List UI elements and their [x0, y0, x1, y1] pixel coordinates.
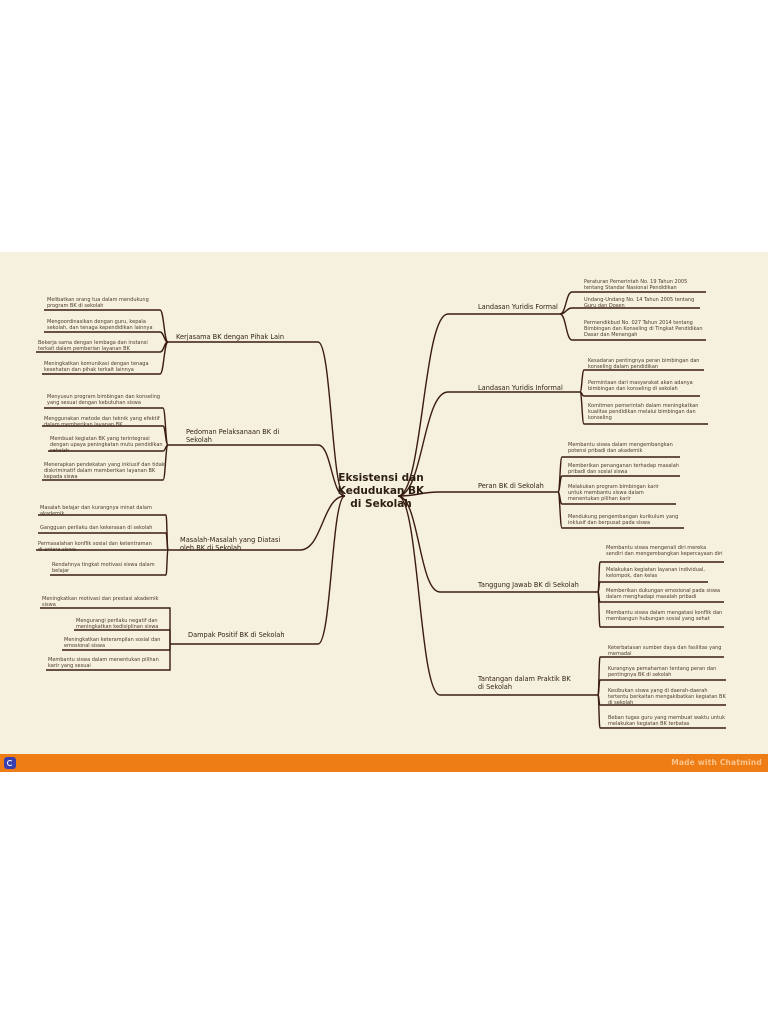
leaf-dampak-3[interactable]: Meningkatkan keterampilan sosial dan emosional siswa — [64, 637, 161, 650]
leaf-peran-1[interactable]: Membantu siswa dalam mengembangkan potensi pribadi dan akademik — [568, 442, 673, 455]
branch-tantangan[interactable]: Tantangan dalam Praktik BK di Sekolah — [478, 675, 571, 691]
central-topic[interactable]: Eksistensi dan Kedudukan BK di Sekolah — [337, 472, 425, 510]
leaf-pedoman-1[interactable]: Menyusun program bimbingan dan konseling yang sesuai dengan kebutuhan siswa — [47, 394, 161, 407]
leaf-tantangan-4[interactable]: Beban tugas guru yang membuat waktu untuk melakukan kegiatan BK terbatas — [608, 715, 726, 728]
leaf-peran-2[interactable]: Memberikan penanganan terhadap masalah pribadi dan sosial siswa — [568, 463, 679, 476]
footer-brand: Made with Chatmind — [671, 758, 762, 767]
leaf-formal-2[interactable]: Undang-Undang No. 14 Tahun 2005 tentang Guru dan Dosen — [584, 297, 695, 310]
leaf-kerjasama-4[interactable]: Meningkatkan komunikasi dengan tenaga kesehatan dan pihak terkait lainnya — [44, 361, 149, 374]
leaf-pedoman-3[interactable]: Membuat kegiatan BK yang terintegrasi dengan upaya peningkatan mutu pendidikan sekolah — [50, 436, 163, 455]
branch-pedoman[interactable]: Pedoman Pelaksanaan BK di Sekolah — [186, 428, 280, 444]
leaf-dampak-2[interactable]: Mengurangi perilaku negatif dan meningkatkan kedisiplinan siswa — [76, 618, 159, 631]
leaf-kerjasama-1[interactable]: Melibatkan orang tua dalam mendukung program BK di sekolah — [47, 297, 149, 310]
leaf-tantangan-2[interactable]: Kurangnya pemahaman tentang peran dan pentingnya BK di sekolah — [608, 666, 717, 679]
leaf-formal-3[interactable]: Permendikbud No. 027 Tahun 2014 tentang Bimbingan dan Konseling di Tingkat Pendidikan Dasar dan Menengah — [584, 320, 703, 339]
leaf-tanggung-4[interactable]: Membantu siswa dalam mengatasi konflik dan membangun hubungan sosial yang sehat — [606, 610, 723, 623]
leaf-pedoman-2[interactable]: Menggunakan metode dan teknik yang efektif dalam memberikan layanan BK — [44, 416, 160, 429]
left-branch-connector-2 — [168, 445, 345, 496]
leaf-kerjasama-2[interactable]: Mengoordinasikan dengan guru, kepala sekolah, dan tenaga kependidikan lainnya — [47, 319, 153, 332]
leaf-dampak-1[interactable]: Meningkatkan motivasi dan prestasi akademik siswa — [42, 596, 159, 609]
leaf-informal-1[interactable]: Kesadaran pentingnya peran bimbingan dan konseling dalam pendidikan — [588, 358, 700, 371]
mind-map — [0, 252, 768, 772]
leaf-masalah-3[interactable]: Permasalahan konflik sosial dan ketentraman di antara siswa — [38, 541, 152, 554]
leaf-peran-4[interactable]: Mendukung pengembangan kurikulum yang inklusif dan berpusat pada siswa — [568, 514, 679, 527]
branch-yuridis-formal[interactable]: Landasan Yuridis Formal — [478, 303, 558, 311]
branch-dampak[interactable]: Dampak Positif BK di Sekolah — [188, 631, 285, 639]
branch-kerjasama[interactable]: Kerjasama BK dengan Pihak Lain — [176, 333, 285, 341]
leaf-tanggung-3[interactable]: Memberikan dukungan emosional pada siswa dalam menghadapi masalah pribadi — [606, 588, 721, 601]
branch-peran[interactable]: Peran BK di Sekolah — [478, 482, 544, 490]
leaf-informal-3[interactable]: Komitmen pemerintah dalam meningkatkan kualitas pendidikan melalui bimbingan dan konseling — [588, 403, 699, 422]
leaf-tantangan-1[interactable]: Keterbatasan sumber daya dan fasilitas yang memadai — [608, 645, 722, 658]
leaf-informal-2[interactable]: Permintaan dari masyarakat akan adanya bimbingan dan konseling di sekolah — [588, 380, 693, 393]
leaf-dampak-4[interactable]: Membantu siswa dalam menentukan pilihan karir yang sesuai — [48, 657, 159, 670]
leaf-tanggung-1[interactable]: Membantu siswa mengenali diri mereka sendiri dan mengembangkan kepercayaan diri — [606, 545, 723, 558]
branch-masalah[interactable]: Masalah-Masalah yang Diatasi oleh BK di Sekolah — [180, 536, 281, 552]
leaf-formal-1[interactable]: Peraturan Pemerintah No. 19 Tahun 2005 tentang Standar Nasional Pendidikan — [584, 279, 688, 292]
left-branch-connector-1 — [168, 342, 345, 496]
right-leaf-connector-2-2 — [580, 392, 700, 396]
leaf-tantangan-3[interactable]: Kesibukan siswa yang di daerah-daerah tertentu berkaitan mengakibatkan kegiatan BK di sekolah — [608, 688, 726, 707]
branch-tanggung-jawab[interactable]: Tanggung Jawab BK di Sekolah — [478, 581, 579, 589]
leaf-pedoman-4[interactable]: Menerapkan pendekatan yang inklusif dan tidak diskriminatif dalam memberikan layanan BK kepada siswa — [44, 462, 165, 481]
chatmind-logo-icon — [4, 757, 16, 769]
right-branch-connector-1 — [398, 314, 560, 496]
branch-yuridis-informal[interactable]: Landasan Yuridis Informal — [478, 384, 563, 392]
leaf-kerjasama-3[interactable]: Bekerja sama dengan lembaga dan instansi terkait dalam pemberian layanan BK — [38, 340, 148, 353]
leaf-peran-3[interactable]: Melakukan program bimbingan karir untuk membantu siswa dalam menentukan pilihan karir — [568, 484, 659, 503]
leaf-masalah-4[interactable]: Rendahnya tingkat motivasi siswa dalam belajar — [52, 562, 155, 575]
footer-bar — [0, 754, 768, 772]
leaf-masalah-1[interactable]: Masalah belajar dan kurangnya minat dalam akademik — [40, 505, 152, 518]
leaf-tanggung-2[interactable]: Melakukan kegiatan layanan individual, kelompok, dan kelas — [606, 567, 705, 580]
left-branch-connector-4 — [170, 496, 345, 644]
leaf-masalah-2[interactable]: Gangguan perilaku dan kekerasan di sekolah — [40, 525, 153, 531]
